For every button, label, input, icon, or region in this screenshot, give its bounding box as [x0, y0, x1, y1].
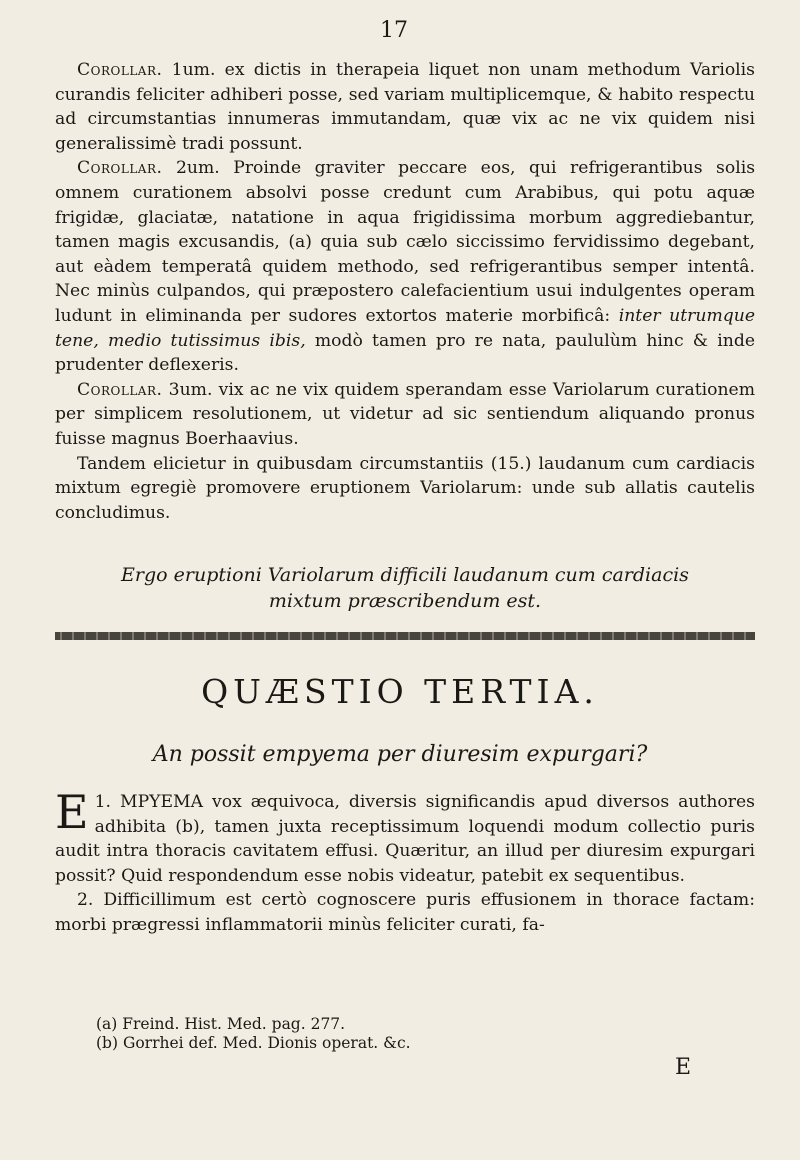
corollary-3: [55, 378, 755, 452]
page-number: 17: [380, 18, 408, 43]
paragraph-2: [55, 888, 755, 937]
conclusion-line-1: Ergo eruptioni Variolarum difficili laudanum cum cardiacis: [121, 564, 689, 586]
signature-mark: E: [675, 1055, 692, 1080]
corollary-text: ex dictis in therapeia liquet non unam methodum Variolis curandis feliciter adhiberi posse, sed variam multiplicemque, & habito respectu ad circumstantias innumeras immutandam, quæ vix ac ne vix quidem nisi generalissimè tradi possunt.: [55, 60, 755, 154]
corollary-label: Corollar.: [77, 60, 163, 80]
corollary-text: vix ac ne vix quidem sperandam esse Variolarum curationem per simplicem resolutionem, ut videtur ad sic sentiendum aliquando pronus fuisse magnus Boerhaavius.: [55, 379, 756, 449]
footnotes: [96, 1015, 756, 1053]
footnote-b: (b) Gorrhei def. Med. Dionis operat. &c.: [96, 1034, 411, 1052]
paragraph-number: 2.: [77, 890, 94, 911]
corollary-number: 3um.: [168, 379, 213, 400]
corollary-number: 2um.: [175, 158, 220, 179]
footnote-a: (a) Freind. Hist. Med. pag. 277.: [96, 1015, 346, 1033]
corollaries-block: [55, 58, 755, 525]
corollary-2: [55, 156, 755, 377]
conclusion-line-2: mixtum præscribendum est.: [268, 590, 542, 612]
paragraph-1: [55, 785, 755, 888]
drop-cap: E: [55, 785, 89, 839]
question-body: [55, 785, 755, 938]
paragraph-number: 1.: [94, 792, 111, 812]
corollary-label: Corollar.: [77, 379, 163, 400]
paragraph-text: MPYEMA vox æquivoca, diversis significandis apud diversos authores adhibita (b), tamen juxta receptissimum loquendi modum collectio puris audit intra thoracis cavitatem effusi. Quæritur, an illud per diuresim expurgari possit? Quid respondendum esse nobis videatur, patebit ex sequentibus.: [55, 792, 755, 886]
corollary-number: 1um.: [171, 60, 216, 80]
corollary-text-after: modò tamen pro re nata, paululùm hinc & inde prudenter deflexeris.: [55, 330, 755, 376]
ornamental-rule: [55, 632, 755, 640]
question-subtitle: An possit empyema per diuresim expurgari?: [152, 742, 648, 767]
corollary-label: Corollar.: [77, 158, 163, 179]
paragraph-text: Difficillimum est certò cognoscere puris effusionem in thorace factam: morbi prægressi inflammatorii minùs feliciter curati, fa-: [55, 890, 755, 935]
corollary-text: Proinde graviter peccare eos, qui refrigerantibus solis omnem curationem absolvi posse credunt cum Arabibus, qui potu aquæ frigidæ, glaciatæ, natatione in aqua frigidissima morbum aggrediebantur, tamen magis excusandis, (a) quia sub cælo siccissimo fervidissimo degebant, aut eàdem temperatâ quidem methodo, sed refrigerantibus semper intentâ. Nec minùs culpandos, qui præpostero calefacientium usui indulgentes operam ludunt in eliminanda per sudores extortos materie morbificâ:: [55, 158, 756, 326]
corollary-1: [55, 58, 755, 156]
latin-quote: inter utrumque tene, medio tutissimus ibis,: [55, 305, 755, 351]
question-title: QUÆSTIO TERTIA.: [201, 672, 599, 711]
tandem-paragraph: Tandem elicietur in quibusdam circumstantiis (15.) laudanum cum cardiacis mixtum egregiè promovere eruptionem Variolarum: unde sub allatis cautelis concludimus.: [55, 453, 755, 523]
conclusion: [55, 562, 755, 614]
